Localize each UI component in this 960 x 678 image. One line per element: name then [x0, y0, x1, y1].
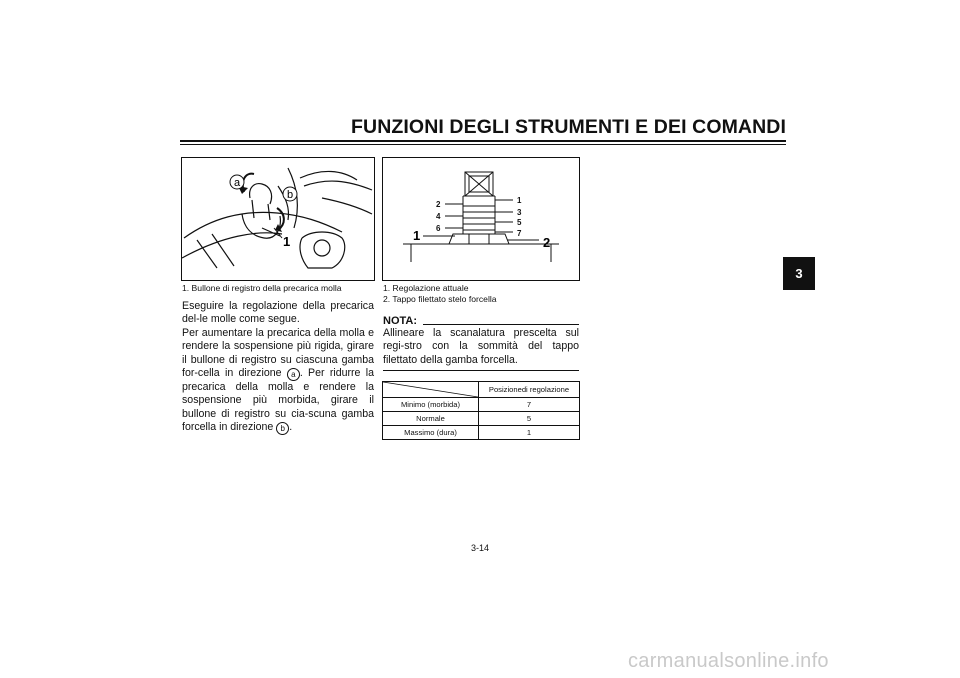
scale-number-right-2: 5	[517, 218, 522, 227]
table-row	[383, 398, 580, 412]
figure-left-caption: 1. Bullone di registro della precarica molla	[182, 283, 342, 293]
table-row-label: Massimo (dura)	[383, 426, 479, 440]
adjustment-table	[382, 381, 580, 440]
figure-right-caption-1: 1. Regolazione attuale	[383, 283, 469, 293]
body-paragraph-1: Eseguire la regolazione della precarica del-le molle come segue.	[182, 300, 374, 326]
page-number: 3-14	[470, 543, 489, 553]
callout-1: 1	[283, 234, 291, 249]
callout-2: 2	[543, 235, 551, 250]
scale-number-left-2: 6	[436, 224, 441, 233]
preload-bolt-illustration	[182, 158, 374, 280]
scale-number-left-1: 4	[436, 212, 441, 221]
callout-1: 1	[413, 228, 421, 243]
watermark: carmanualsonline.info	[628, 650, 829, 672]
direction-b-symbol: b	[276, 422, 289, 435]
figure-spring-preload-bolt	[181, 157, 375, 281]
chapter-tab: 3	[783, 257, 815, 290]
nota-label: NOTA:	[383, 315, 418, 327]
scale-number-right-1: 3	[517, 208, 522, 217]
table-header-row	[383, 382, 580, 398]
title-rule-thin	[180, 144, 786, 145]
body-text	[182, 300, 374, 435]
body-paragraph-2: Per aumentare la precarica della molla e rendere la sospensione più rigida, girare il bullone di registro su ciascuna gamba for-cella in direzione a . Per ridurre la precarica della molla e rendere la sospensione più morbida, girare il bullone di registro su cia-scuna gamba forcella in direzione b .	[182, 326, 374, 434]
page-title: FUNZIONI DEGLI STRUMENTI E DEI COMANDI	[351, 116, 786, 138]
table-corner-cell	[383, 382, 479, 398]
figure-fork-cap	[382, 157, 580, 281]
nota-bottom-rule	[383, 370, 579, 371]
diagonal-divider	[383, 382, 478, 397]
scale-number-left-0: 2	[436, 200, 441, 209]
figure-right-caption-2: 2. Tappo filettato stelo forcella	[383, 294, 497, 304]
label-a: a	[233, 177, 241, 189]
nota-text: Allineare la scanalatura prescelta sul regi-stro con la sommità del tappo filettato della gamba forcella.	[383, 327, 579, 366]
table-row-value: 1	[479, 426, 580, 440]
nota-rule	[423, 324, 579, 325]
table-row-label: Normale	[383, 412, 479, 426]
scale-number-right-0: 1	[517, 196, 522, 205]
table-row-label: Minimo (morbida)	[383, 398, 479, 412]
table-row	[383, 412, 580, 426]
table-row-value: 7	[479, 398, 580, 412]
label-b: b	[286, 189, 294, 201]
table-row	[383, 426, 580, 440]
direction-a-symbol: a	[287, 368, 300, 381]
table-row-value: 5	[479, 412, 580, 426]
table-header: Posizionedi regolazione	[479, 382, 580, 398]
scale-number-right-3: 7	[517, 229, 522, 238]
fork-cap-illustration	[383, 158, 579, 280]
title-rule-thick	[180, 140, 786, 142]
